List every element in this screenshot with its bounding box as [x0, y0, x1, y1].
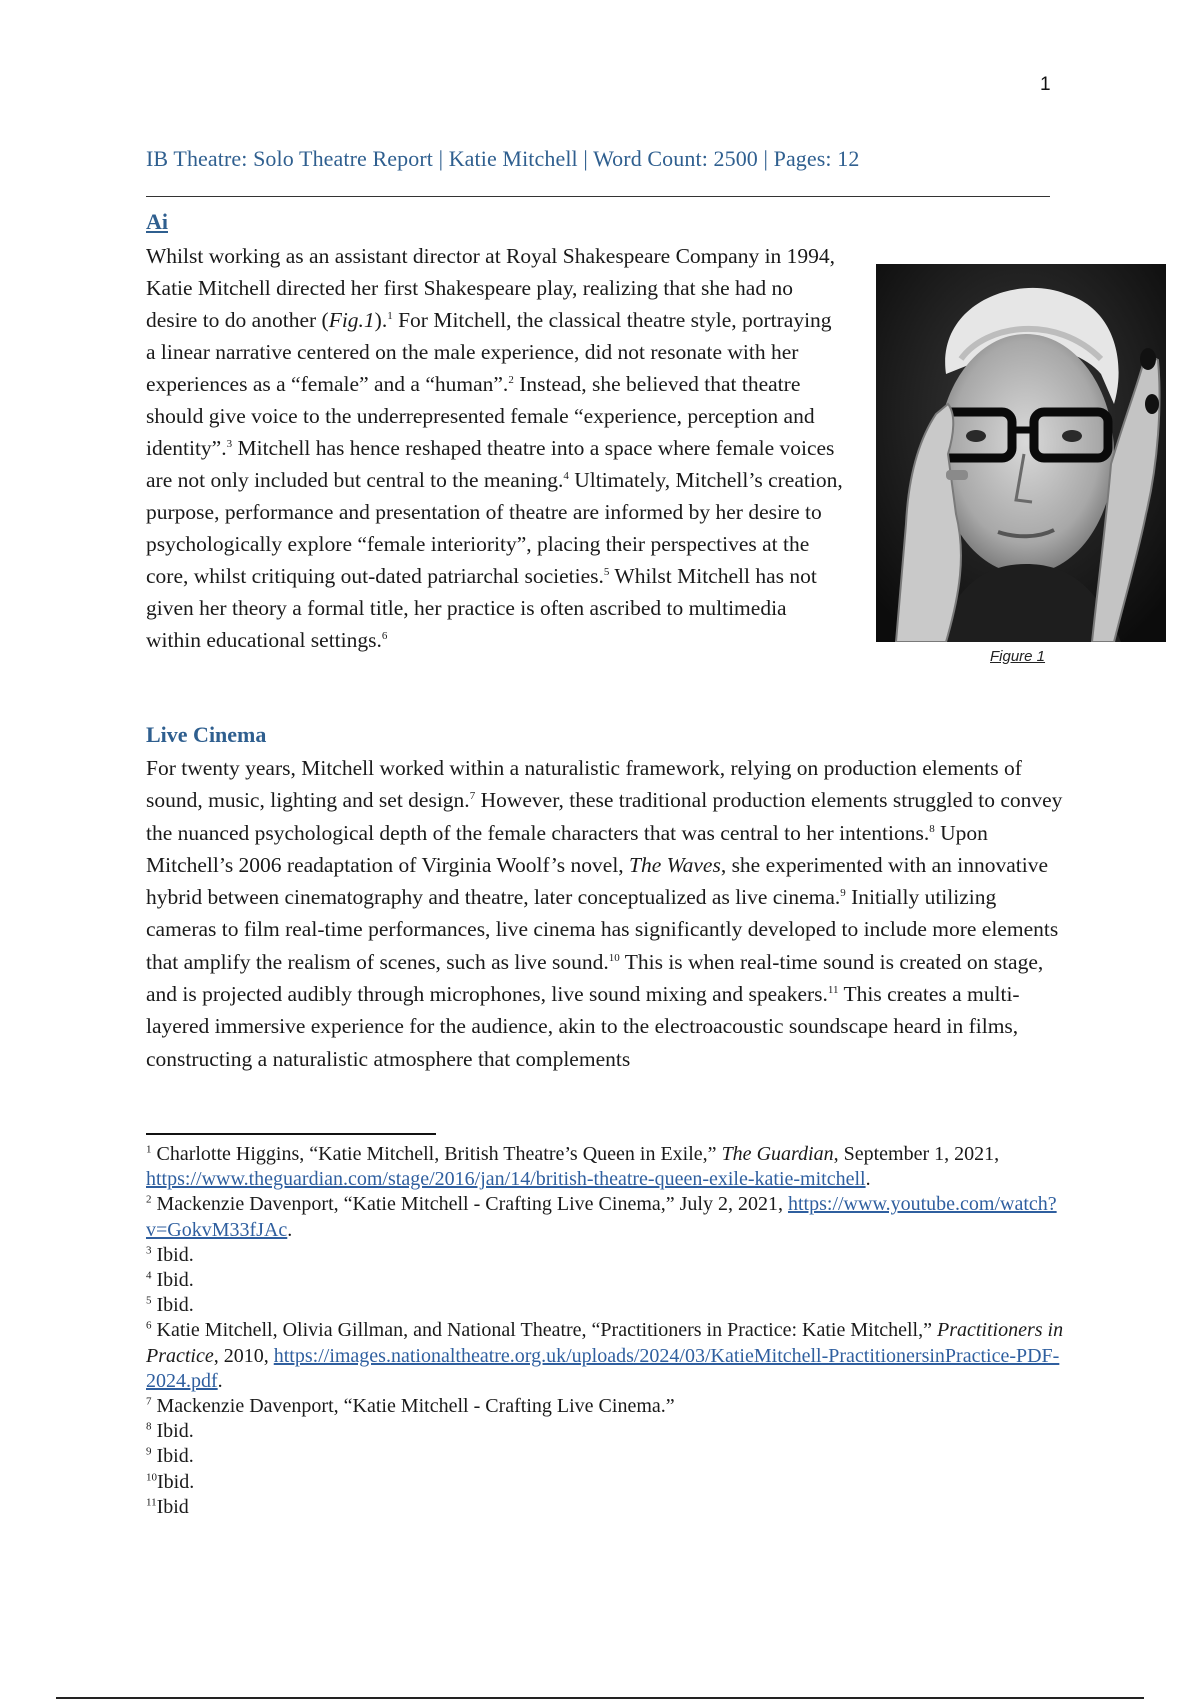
footnote-9: $^9$ Ibid.	[146, 1445, 194, 1468]
section-heading-ai: Ai	[146, 209, 168, 234]
paragraph-ai: Whilst working as an assistant director at Royal Shakespeare Company in 1994, Katie Mitchell directed her first Shakespeare play, realizing that she had no desire to do another (Fig.1).$^1$ For Mitchell, the classical theatre style, portraying a linear narrative centered on the male experience, did not resonate with her experiences as a “female” and a “human”.$^2$ Instead, she believed that theatre should give voice to the underrepresented female “experience, perception and identity”.$^3$ Mitchell has hence reshaped theatre into a space where female voices are not only included but central to the meaning.$^4$ Ultimately, Mitchell’s creation, purpose, performance and presentation of theatre are informed by her desire to psychologically explore “female interiority”, placing their perspectives at the core, whilst critiquing out-dated patriarchal societies.$^5$ Whilst Mitchell has not given her theory a formal title, her practice is often ascribed to multimedia within educational settings.$^6$	[146, 244, 843, 652]
footnote-10: $^{10}$Ibid.	[146, 1470, 195, 1493]
page-number: 1	[1040, 74, 1051, 95]
footnote-7: $^7$ Mackenzie Davenport, “Katie Mitchell - Crafting Live Cinema.”	[146, 1395, 675, 1418]
footnote-8: $^8$ Ibid.	[146, 1420, 194, 1443]
footnote-1: $^1$ Charlotte Higgins, “Katie Mitchell, British Theatre’s Queen in Exile,” The Guardian, September 1, 2021, https://www.theguardian.com/stage/2016/jan/14/british-theatre-queen-exile-katie-mitchell.	[146, 1143, 1000, 1191]
section-heading-live-cinema: Live Cinema	[146, 722, 267, 747]
footnote-separator	[146, 1133, 436, 1135]
footnote-2: $^2$ Mackenzie Davenport, “Katie Mitchell - Crafting Live Cinema,” July 2, 2021, https://www.youtube.com/watch?v=GokvM33fJAc.	[146, 1193, 1057, 1241]
footnote-11: $^{11}$Ibid	[146, 1495, 189, 1518]
paragraph-live-cinema: For twenty years, Mitchell worked within a naturalistic framework, relying on production elements of sound, music, lighting and set design.$^7$ However, these traditional production elements struggled to convey the nuanced psychological depth of the female characters that was central to her intentions.$^8$ Upon Mitchell’s 2006 readaptation of Virginia Woolf’s novel, The Waves, she experimented with an innovative hybrid between cinematography and theatre, later conceptualized as live cinema.$^9$ Initially utilizing cameras to film real-time performances, live cinema has significantly developed to include more elements that amplify the realism of scenes, such as live sound.$^{10}$ This is when real-time sound is created on stage, and is projected audibly through microphones, live sound mixing and speakers.$^{11}$ This creates a multi-layered immersive experience for the audience, akin to the electroacoustic soundscape heard in films, constructing a naturalistic atmosphere that complements	[146, 756, 1063, 1071]
page-bottom-edge	[56, 1697, 1144, 1699]
portrait-photo	[876, 264, 1166, 642]
header-divider	[146, 196, 1050, 197]
footnotes	[146, 1142, 1066, 1520]
portrait-illustration	[876, 264, 1166, 642]
document-header: IB Theatre: Solo Theatre Report | Katie Mitchell | Word Count: 2500 | Pages: 12	[146, 146, 860, 171]
figure-caption: Figure 1	[990, 648, 1046, 665]
footnote-1-link[interactable]: https://www.theguardian.com/stage/2016/jan/14/british-theatre-queen-exile-katie-mitchell	[146, 1168, 866, 1191]
footnote-2-link[interactable]: https://www.youtube.com/watch?v=GokvM33fJAc	[146, 1193, 1057, 1241]
footnote-5: $^5$ Ibid.	[146, 1294, 194, 1317]
footnote-6: $^6$ Katie Mitchell, Olivia Gillman, and National Theatre, “Practitioners in Practice: Katie Mitchell,” Practitioners in Practice, 2010, https://images.nationaltheatre.org.uk/uploads/2024/03/KatieMitchell-PractitionersinPractice-PDF-2024.pdf.	[146, 1319, 1064, 1392]
footnote-3: $^3$ Ibid.	[146, 1243, 194, 1266]
footnote-4: $^4$ Ibid.	[146, 1269, 194, 1292]
footnote-6-link[interactable]: https://images.nationaltheatre.org.uk/uploads/2024/03/KatieMitchell-PractitionersinPractice-PDF-2024.pdf	[146, 1344, 1060, 1392]
